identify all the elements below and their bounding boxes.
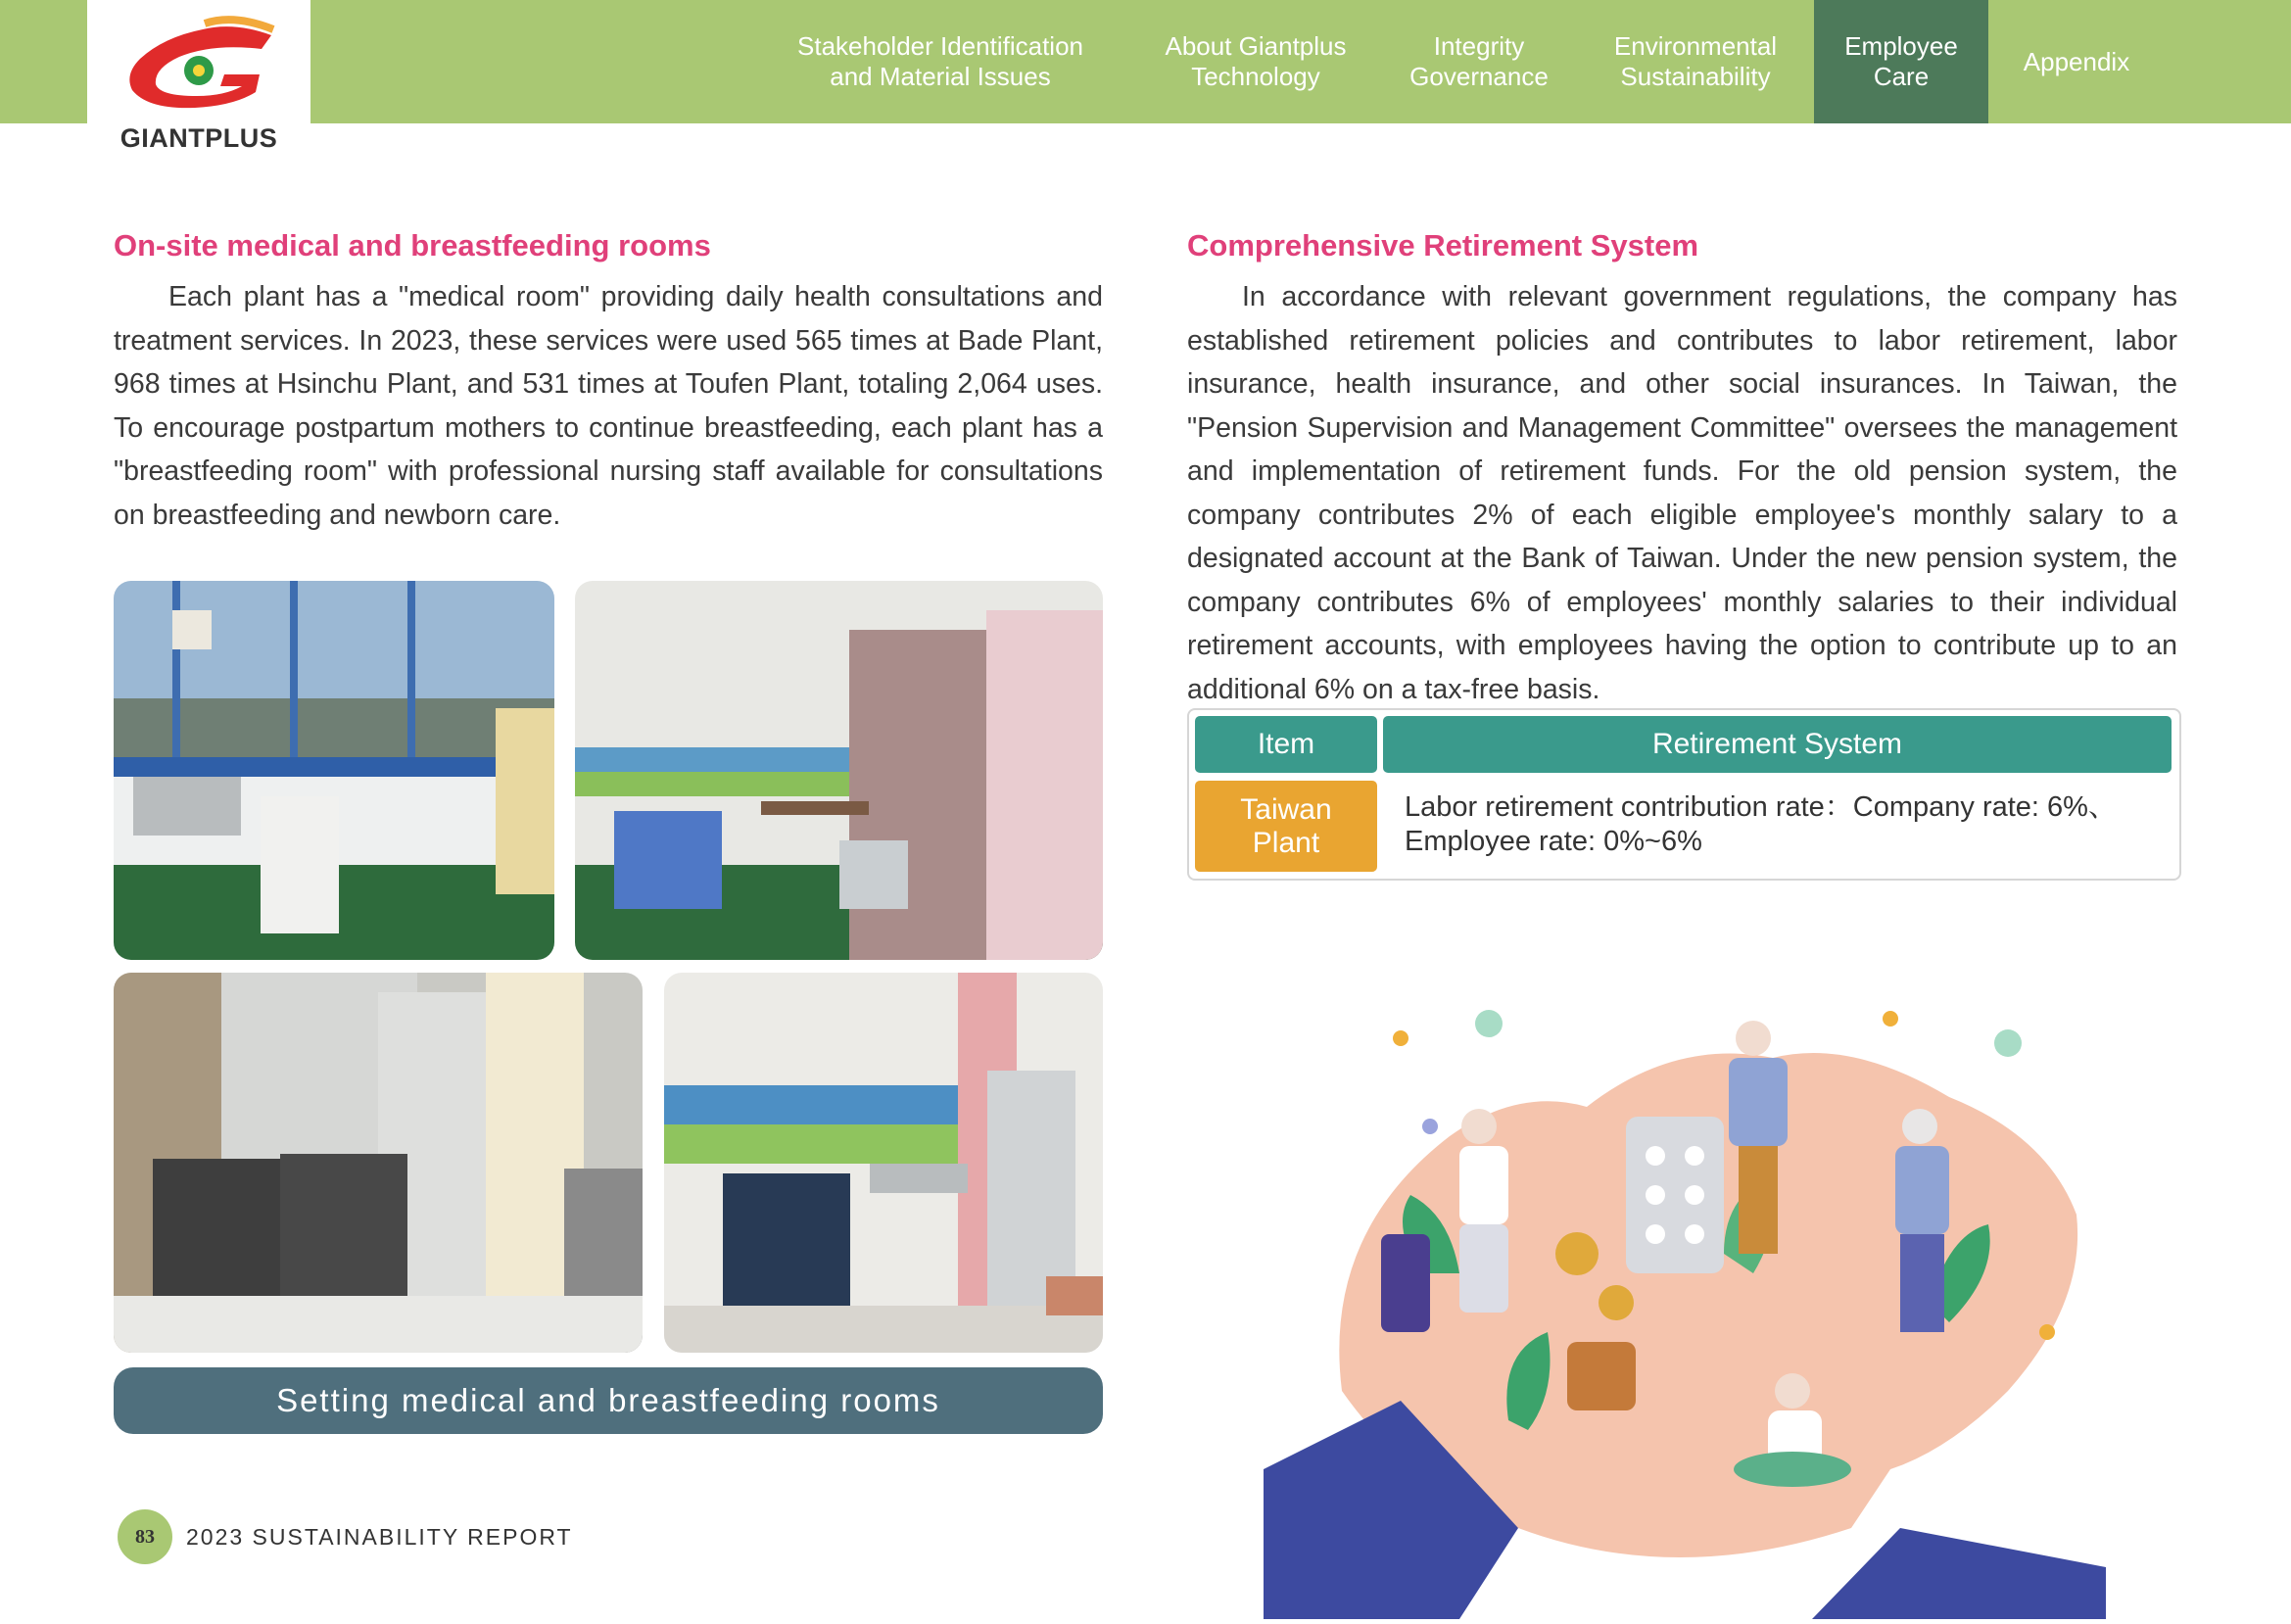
report-title: 2023 SUSTAINABILITY REPORT — [186, 1524, 573, 1550]
nav-integrity-governance[interactable]: Integrity Governance — [1409, 31, 1549, 91]
medical-rooms-title: On-site medical and breastfeeding rooms — [114, 228, 711, 263]
table-cell-taiwan-plant: Taiwan Plant — [1195, 781, 1377, 872]
nav-employee-care[interactable]: Employee Care — [1814, 0, 1988, 123]
nav-environmental-sustainability[interactable]: Environmental Sustainability — [1613, 31, 1778, 91]
retirement-system-title: Comprehensive Retirement System — [1187, 228, 1699, 263]
medical-room-photo-1 — [114, 581, 554, 960]
table-header-retirement-system: Retirement System — [1383, 716, 2172, 773]
company-logo[interactable] — [87, 0, 310, 163]
table-cell-contribution-rate: Labor retirement contribution rate：Company rate: 6%、 Employee rate: 0%~6% — [1405, 791, 2117, 857]
page-number: 83 — [118, 1509, 172, 1564]
retirement-paragraph: In accordance with relevant government regulations, the company has established retirement policies and contributes to labor retirement, labor insurance, health insurance, and other social insurances. In Taiwan, the "Pension Supervision and Management Committee" oversees the management and implementation of retirement funds. For the old pension system, the company contributes 2% of each eligible employee's monthly salary to a designated account at the Bank of Taiwan. Under the new pension system, the company contributes 6% of employees' monthly salaries to their individual retirement accounts, with employees having the option to contribute up to an additional 6% on a tax-free basis. — [1187, 281, 2177, 705]
medical-room-photo-2 — [575, 581, 1103, 960]
photo-caption: Setting medical and breastfeeding rooms — [114, 1367, 1103, 1434]
medical-rooms-paragraph: Each plant has a "medical room" providing daily health consultations and treatment services. In 2023, these services were used 565 times at Bade Plant, 968 times at Hsinchu Plant, and 531 times at Toufen Plant, totaling 2,064 uses. To encourage postpartum mothers to continue breastfeeding, each plant has a "breastfeeding room" with professional nursing staff available for consultations on breastfeeding and newborn care. — [114, 281, 1103, 531]
breastfeeding-room-photo-1 — [114, 973, 643, 1353]
table-header-item: Item — [1195, 716, 1377, 773]
giantplus-logo-icon — [87, 0, 310, 123]
retirement-table — [1187, 708, 2181, 881]
nav-about-giantplus[interactable]: About Giantplus Technology — [1165, 31, 1347, 91]
nav-stakeholder-identification[interactable]: Stakeholder Identification and Material Issues — [797, 31, 1083, 91]
nav-appendix[interactable]: Appendix — [2023, 46, 2130, 76]
breastfeeding-room-photo-2 — [664, 973, 1103, 1353]
retirement-illustration — [1264, 979, 2106, 1619]
brand-name: GIANTPLUS — [119, 123, 278, 153]
